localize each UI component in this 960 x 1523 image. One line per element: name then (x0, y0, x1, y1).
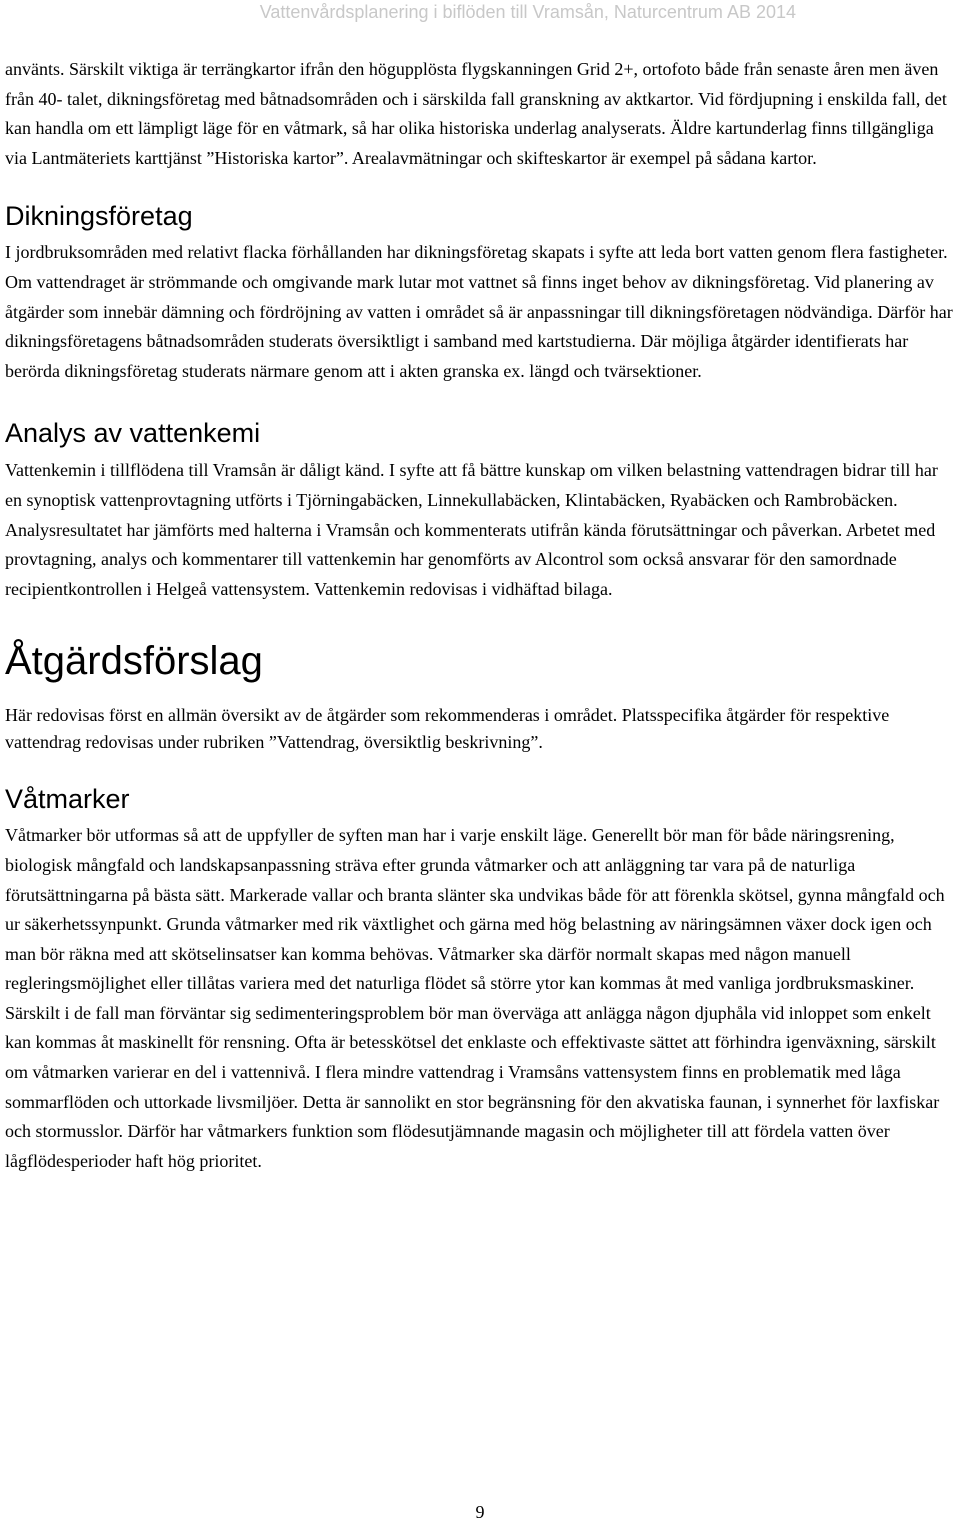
heading-analys-av-vattenkemi: Analys av vattenkemi (5, 418, 261, 449)
running-header: Vattenvårdsplanering i biflöden till Vramsån, Naturcentrum AB 2014 (259, 2, 796, 22)
intro-paragraph: använts. Särskilt viktiga är terrängkartor ifrån den högupplösta flygskanningen Grid 2+, ortofoto både från senaste åren men även från 40- talet, dikningsföretag med båtnadsområden och i särskilda fall granskning av aktkartor. Vid fördjupning i enskilda fall, det kan handla om ett lämpligt läge för en våtmark, så har olika historiska underlag analyserats. Äldre kartunderlag finns tillgängliga via Lantmäteriets karttjänst ”Historiska kartor”. Arealavmätningar och skifteskartor är exempel på sådana kartor. (5, 59, 947, 168)
paragraph-analys-av-vattenkemi: Vattenkemin i tillflödena till Vramsån är dåligt känd. I syfte att få bättre kunskap om vilken belastning vattendragen bidrar till har en synoptisk vattenprovtagning utförts i Tjörningabäcken, Linnekullabäcken, Klintabäcken, Ryabäcken och Rambrobäcken. Analysresultatet har jämförts med halterna i Vramsån och kommenterats utifrån kända förutsättningar och påverkan. Arbetet med provtagning, analys och kommentarer till vattenkemin har genomförts av Alcontrol som också ansvarar för den samordnade recipientkontrollen i Helgeå vattensystem. Vattenkemin redovisas i vidhäftad bilaga. (5, 460, 938, 599)
heading-vatmarker: Våtmarker (5, 784, 130, 815)
heading-atgardsforslag: Åtgärdsförslag (5, 639, 263, 684)
paragraph-vatmarker: Våtmarker bör utformas så att de uppfyller de syften man har i varje enskilt läge. Generellt bör man för både näringsrening, biologisk mångfald och landskapsanpassning sträva efter grunda våtmarker och att anläggning tar vara på de naturliga förutsättningarna på bästa sätt. Markerade vallar och branta slänter ska undvikas både för att förenkla skötsel, gynna mångfald och ur säkerhetssynpunkt. Grunda våtmarker med rik växtlighet och gärna med hög belastning av näringsämnen växer dock igen och man bör räkna med att skötselinsatser kan komma behövas. Våtmarker ska därför normalt skapas med någon manuell regleringsmöjlighet eller tillåtas variera med det naturliga flödet så större ytor kan kommas åt med vanliga jordbruksmaskiner. Särskilt i de fall man förväntar sig sedimenteringsproblem bör man överväga att anlägga någon djuphåla vid inloppet som enkelt kan kommas åt maskinellt för rensning. Ofta är betesskötsel det enklaste och effektivaste sättet att förhindra igenväxning, särskilt om våtmarken varierar en del i vattennivå. I flera mindre vattendrag i Vramsåns vattensystem finns en problematik med låga sommarflöden och uttorkade livsmiljöer. Detta är sannolikt en stor begränsning för den akvatiska faunan, i synnerhet för laxfiskar och stormusslor. Därför har våtmarkers funktion som flödesutjämnande magasin och möjligheter till att fördela vatten över lågflödesperioder haft hög prioritet. (5, 825, 945, 1171)
document-body (5, 55, 955, 1176)
page-number: 9 (475, 1502, 485, 1522)
paragraph-atgardsforslag: Här redovisas först en allmän översikt av de åtgärder som rekommenderas i området. Platsspecifika åtgärder för respektive vattendrag redovisas under rubriken ”Vattendrag, översiktlig beskrivning”. (5, 705, 890, 752)
heading-dikningsforetag: Dikningsföretag (5, 201, 193, 232)
paragraph-dikningsforetag: I jordbruksområden med relativt flacka förhållanden har dikningsföretag skapats i syfte att leda bort vatten genom flera fastigheter. Om vattendraget är strömmande och omgivande mark lutar mot vattnet så finns inget behov av dikningsföretag. Vid planering av åtgärder som innebär dämning och fördröjning av vatten i området så är anpassningar till dikningsföretagen nödvändiga. Därför har dikningsföretagens båtnadsområden studerats översiktligt i samband med kartstudierna. Där möjliga åtgärder identifierats har berörda dikningsföretag studerats närmare genom att i akten granska ex. längd och tvärsektioner. (5, 242, 953, 381)
